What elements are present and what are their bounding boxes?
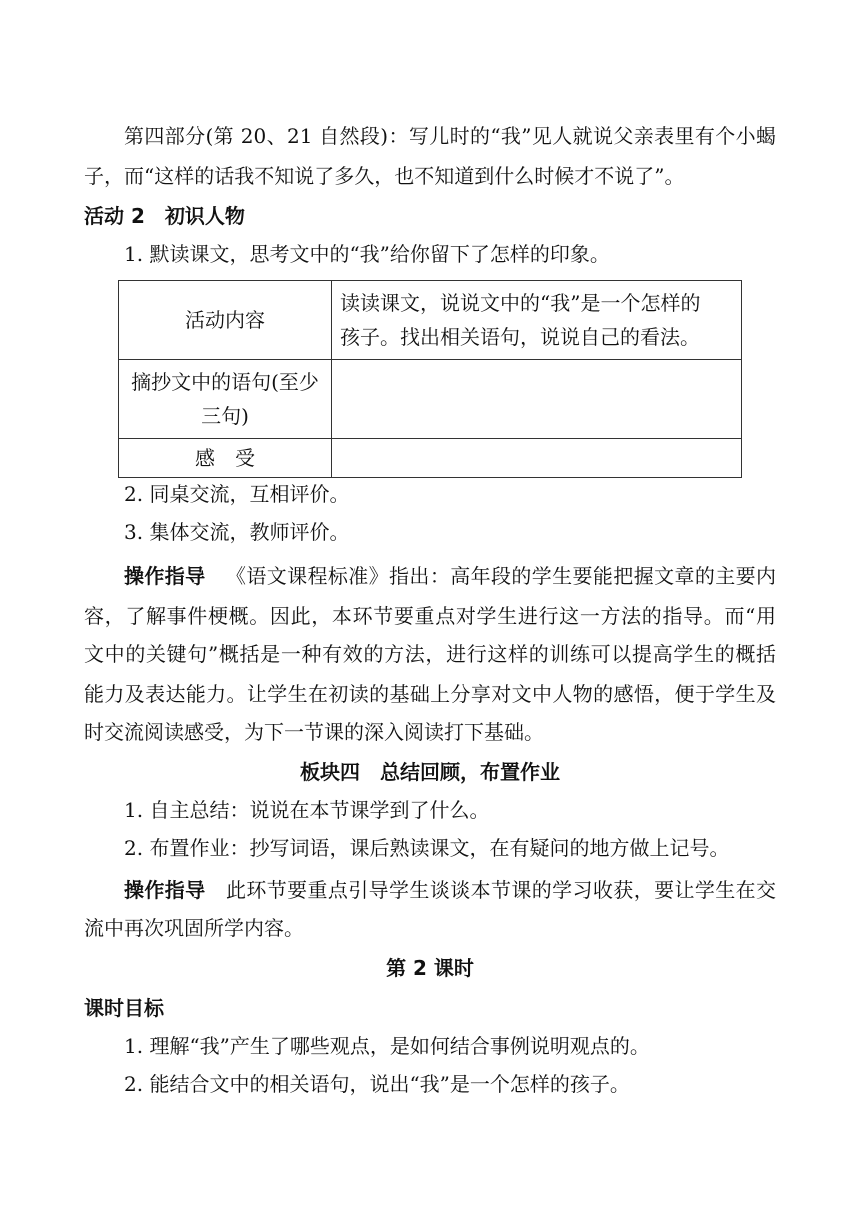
- activity-heading: 活动 2 初识人物: [84, 204, 245, 228]
- cell-text-line: 三句): [201, 404, 249, 428]
- section-heading: 板块四 总结回顾，布置作业: [300, 760, 560, 784]
- guide-label: 操作指导: [124, 878, 206, 902]
- guide-paragraph-line: [124, 564, 776, 588]
- table-cell-label: 活动内容: [119, 281, 332, 360]
- activity-table: [118, 280, 742, 478]
- guide-text: 此环节要重点引导学生谈谈本节课的学习收获，要让学生在交: [225, 878, 777, 902]
- guide-label: 操作指导: [124, 564, 206, 588]
- table-cell-empty: [332, 439, 742, 478]
- guide-text: 《语文课程标准》指出：高年段的学生要能把握文章的主要内: [225, 564, 777, 588]
- table-cell-label: 感 受: [119, 439, 332, 478]
- guide-paragraph-line: 时交流阅读感受，为下一节课的深入阅读打下基础。: [84, 720, 544, 744]
- part4-paragraph-line: 第四部分(第 20、21 自然段)：写儿时的“我”见人就说父亲表里有个小蝎: [124, 124, 776, 148]
- activity-step: 3. 集体交流，教师评价。: [124, 520, 350, 544]
- cell-text-line: 摘抄文中的语句(至少: [131, 370, 319, 394]
- goal-item: 1. 理解“我”产生了哪些观点，是如何结合事例说明观点的。: [124, 1034, 650, 1058]
- goals-heading: 课时目标: [84, 996, 164, 1020]
- table-cell-value: [332, 281, 742, 360]
- table-cell-empty: [332, 360, 742, 439]
- cell-text-line: 孩子。找出相关语句，说说自己的看法。: [340, 325, 700, 349]
- section-item: 1. 自主总结：说说在本节课学到了什么。: [124, 798, 490, 822]
- guide-paragraph-line: 文中的关键句”概括是一种有效的方法，进行这样的训练可以提高学生的概括: [84, 642, 776, 666]
- cell-text-line: 读读课文，说说文中的“我”是一个怎样的: [340, 291, 701, 315]
- guide-paragraph-line: 能力及表达能力。让学生在初读的基础上分享对文中人物的感悟，便于学生及: [84, 682, 776, 706]
- section-item: 2. 布置作业：抄写词语，课后熟读课文，在有疑问的地方做上记号。: [124, 836, 730, 860]
- table-row: [119, 439, 742, 478]
- part4-paragraph-line: 子，而“这样的话我不知说了多久，也不知道到什么时候才不说了”。: [84, 164, 685, 188]
- guide-paragraph-line: 容，了解事件梗概。因此，本环节要重点对学生进行这一方法的指导。而“用: [84, 604, 776, 628]
- activity-step: 2. 同桌交流，互相评价。: [124, 482, 350, 506]
- guide-paragraph-line: 流中再次巩固所学内容。: [84, 916, 304, 940]
- guide-paragraph-line: [124, 878, 776, 902]
- lesson-heading: 第 2 课时: [386, 956, 474, 980]
- activity-step: 1. 默读课文，思考文中的“我”给你留下了怎样的印象。: [124, 242, 610, 266]
- goal-item: 2. 能结合文中的相关语句，说出“我”是一个怎样的孩子。: [124, 1072, 630, 1096]
- table-row: [119, 360, 742, 439]
- table-row: [119, 281, 742, 360]
- table-cell-label: [119, 360, 332, 439]
